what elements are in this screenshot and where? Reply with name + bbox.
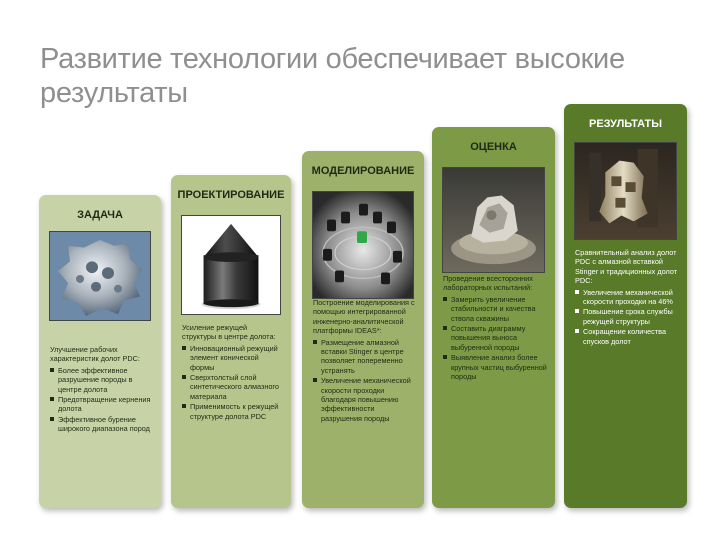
- card-intro: Усиление режущей структуры в центре долота:: [182, 323, 276, 342]
- card-heading: РЕЗУЛЬТАТЫ: [589, 118, 662, 130]
- card-modeling: [302, 151, 424, 508]
- card-list: [50, 366, 153, 434]
- card-list: [313, 338, 416, 424]
- simulation-image: [312, 191, 414, 299]
- card-list: [443, 295, 547, 382]
- card-intro: Улучшение рабочих характеристик долот PDC:: [50, 345, 140, 364]
- card-body: [182, 323, 283, 422]
- card-intro: Проведение всесторонних лабораторных испытаний:: [443, 274, 533, 293]
- list-item: Увеличение механической скорости проходки на 46%: [575, 288, 679, 307]
- conical-cutter-image: [181, 215, 281, 315]
- list-item: Более эффективное разрушение породы в центре долота: [50, 366, 153, 394]
- list-item: Сокращение количества спусков долот: [575, 327, 679, 346]
- card-body: [50, 345, 153, 435]
- card-list: [575, 288, 679, 346]
- list-item: Выявление анализ более крупных частиц выбуренной породы: [443, 353, 547, 381]
- list-item: Увеличение механической скорости проходки благодаря повышению эффективности разрушения породы: [313, 376, 416, 423]
- card-body: [575, 248, 679, 347]
- drill-bit-result-image: [574, 142, 677, 240]
- rock-sample-image: [442, 167, 545, 273]
- list-item: Предотвращение кернения долота: [50, 395, 153, 414]
- list-item: Сверхтолстый слой синтетического алмазного материала: [182, 373, 283, 401]
- card-intro: Построение моделирования с помощью интегрированной инженерно-аналитической платформы IDEAS*:: [313, 298, 415, 336]
- card-heading: ОЦЕНКА: [470, 141, 517, 153]
- card-heading: ПРОЕКТИРОВАНИЕ: [177, 189, 285, 201]
- card-list: [182, 344, 283, 421]
- card-evaluation: [432, 127, 555, 508]
- card-task: [39, 195, 161, 508]
- list-item: Размещение алмазной вставки Stinger в центре позволяет попеременно устранять: [313, 338, 416, 376]
- card-intro: Сравнительный анализ долот PDC с алмазной вставкой Stinger и традиционных долот PDC:: [575, 248, 678, 286]
- drill-bit-image: [49, 231, 151, 321]
- card-design: [171, 175, 291, 508]
- card-results: [564, 104, 687, 508]
- card-heading: МОДЕЛИРОВАНИЕ: [311, 165, 415, 177]
- list-item: Применимость к режущей структуре долота PDC: [182, 402, 283, 421]
- list-item: Инновационный режущий элемент конической формы: [182, 344, 283, 372]
- card-heading: ЗАДАЧА: [77, 209, 123, 221]
- list-item: Составить диаграмму повышения выноса выбуренной породы: [443, 324, 547, 352]
- list-item: Замерить увеличение стабильности и качества ствола скважины: [443, 295, 547, 323]
- list-item: Эффективное бурение широкого диапазона пород: [50, 415, 153, 434]
- page-title: Развитие технологии обеспечивает высокие результаты: [40, 43, 625, 109]
- card-body: [443, 274, 547, 382]
- list-item: Повышение срока службы режущей структуры: [575, 307, 679, 326]
- card-body: [313, 298, 416, 424]
